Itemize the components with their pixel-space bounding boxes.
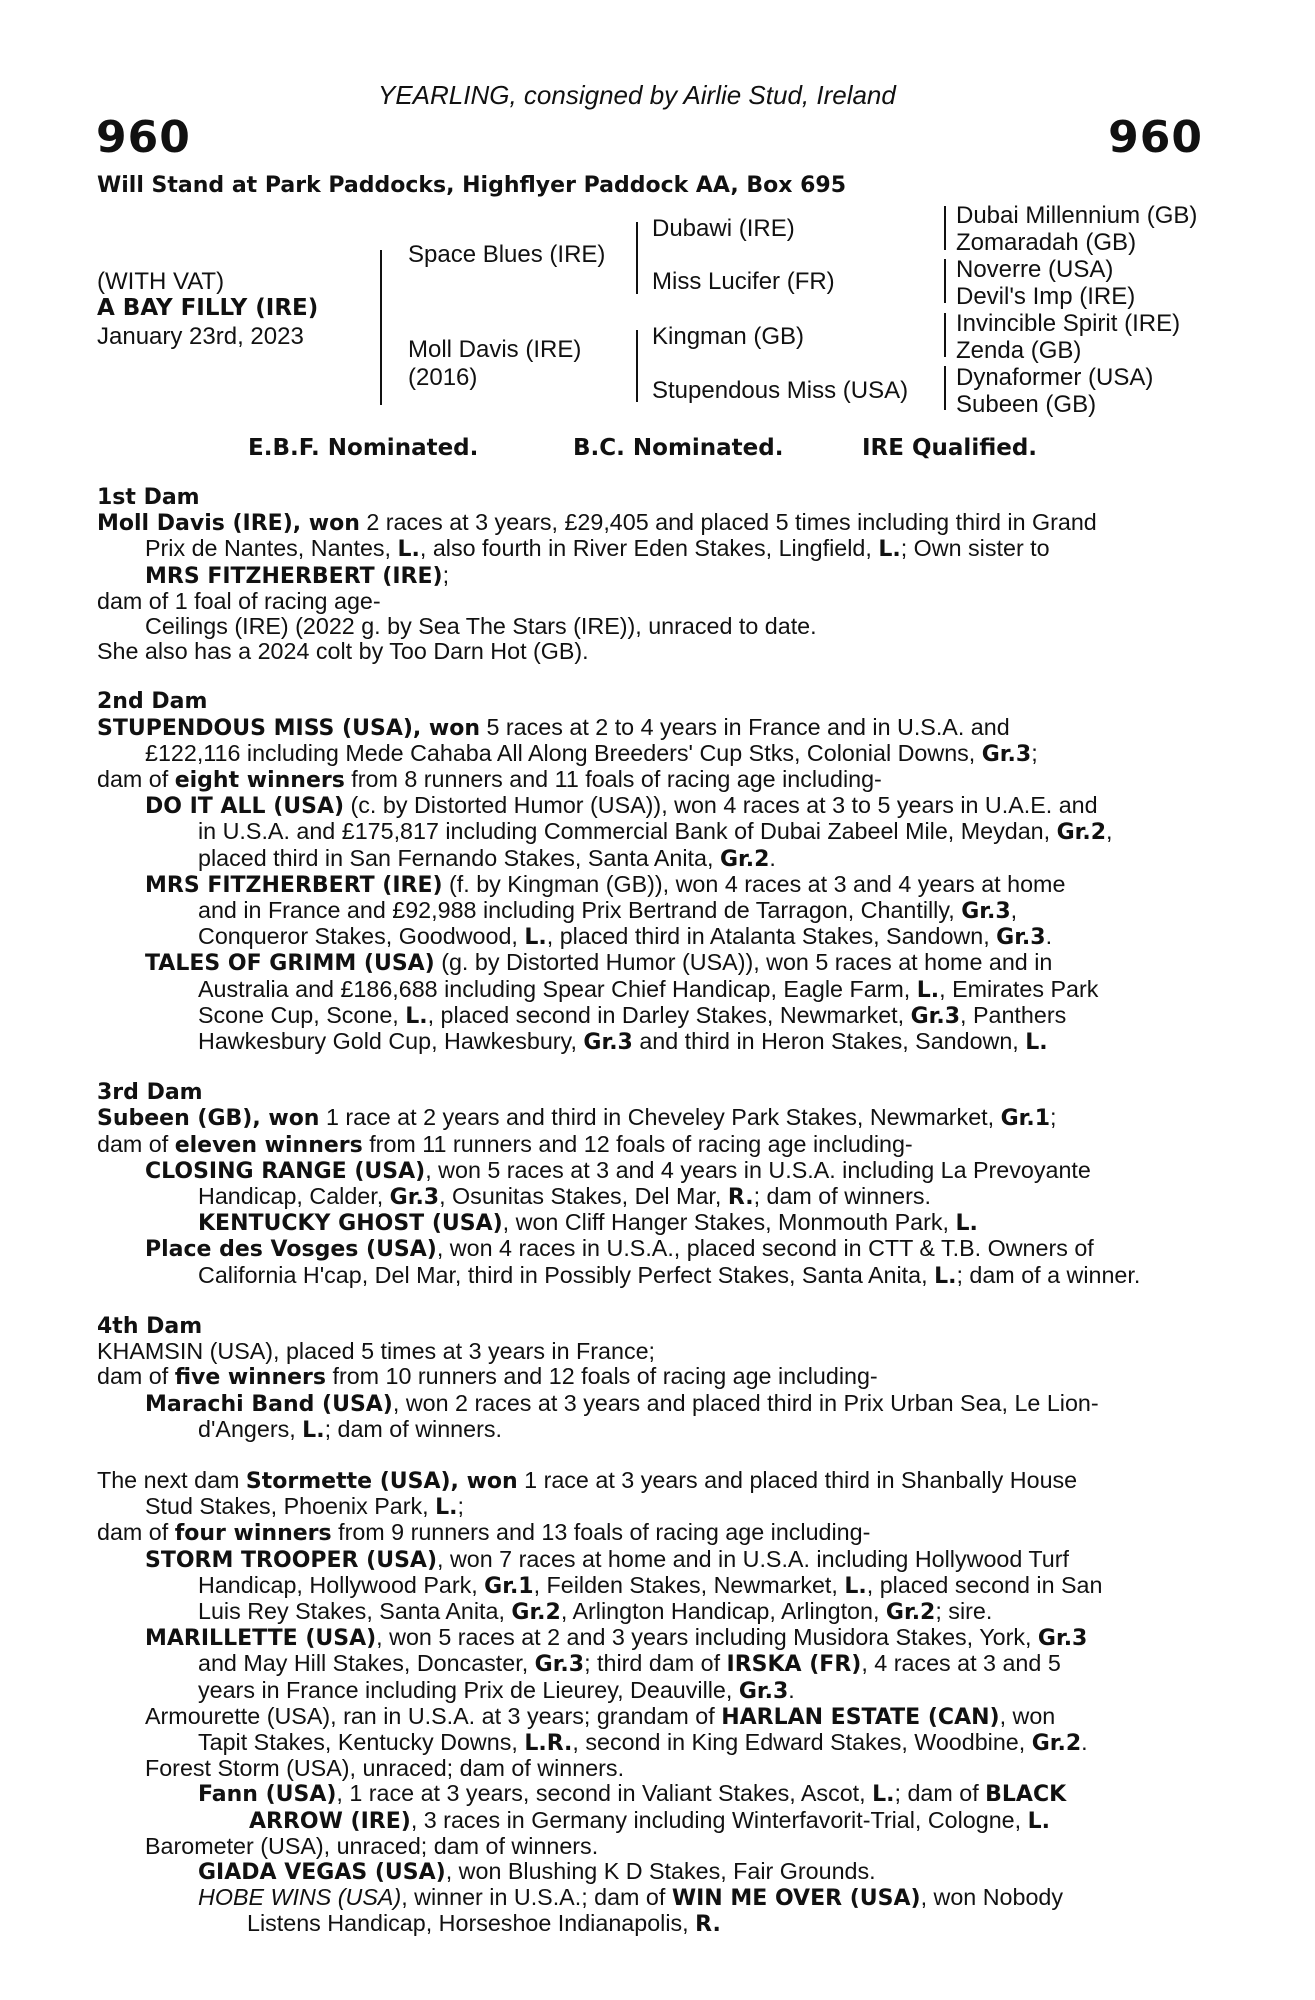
catalogue-body — [97, 485, 1207, 1938]
dam-line: Australia and £186,688 including Spear Chief Handicap, Eagle Farm, L., Emirates Park — [198, 975, 1099, 1003]
dam-line: TALES OF GRIMM (USA) (g. by Distorted Humor (USA)), won 5 races at home and in — [145, 949, 1053, 977]
dam-line: placed third in San Fernando Stakes, Santa Anita, Gr.2. — [198, 844, 776, 872]
nomination-bc: B.C. Nominated. — [573, 435, 784, 461]
horse-dob: January 23rd, 2023 — [97, 323, 304, 350]
dam-line: Forest Storm (USA), unraced; dam of winners. — [145, 1755, 625, 1782]
gen3-ancestor: Dynaformer (USA) — [956, 364, 1154, 391]
dam-line: Armourette (USA), ran in U.S.A. at 3 years; grandam of HARLAN ESTATE (CAN), won — [145, 1702, 1056, 1730]
sire-dam: Miss Lucifer (FR) — [652, 268, 835, 295]
section-heading: 3rd Dam — [97, 1080, 203, 1106]
dam-line: d'Angers, L.; dam of winners. — [198, 1415, 502, 1443]
gen3-ancestor: Dubai Millennium (GB) — [956, 202, 1198, 229]
dam-line: Ceilings (IRE) (2022 g. by Sea The Stars (IRE)), unraced to date. — [145, 613, 817, 640]
dam-line: Fann (USA), 1 race at 3 years, second in Valiant Stakes, Ascot, L.; dam of BLACK — [198, 1780, 1067, 1808]
gen3-ancestor: Noverre (USA) — [956, 256, 1114, 283]
dam-line: £122,116 including Mede Cahaba All Along Breeders' Cup Stks, Colonial Downs, Gr.3; — [145, 739, 1038, 767]
consignment-line: YEARLING, consigned by Airlie Stud, Ireland — [378, 80, 896, 110]
dam-line: dam of eleven winners from 11 runners and 12 foals of racing age including- — [97, 1130, 913, 1158]
pedigree-brace — [636, 330, 638, 402]
dam-line: Place des Vosges (USA), won 4 races in U.S.A., placed second in CTT & T.B. Owners of — [145, 1235, 1094, 1263]
dam-line: STORM TROOPER (USA), won 7 races at home and in U.S.A. including Hollywood Turf — [145, 1545, 1069, 1573]
gen3-ancestor: Invincible Spirit (IRE) — [956, 310, 1181, 337]
dam-line: and May Hill Stakes, Doncaster, Gr.3; third dam of IRSKA (FR), 4 races at 3 and 5 — [198, 1650, 1061, 1678]
dam-line: dam of eight winners from 8 runners and 11 foals of racing age including- — [97, 766, 882, 794]
pedigree-brace — [944, 366, 946, 410]
dam-line: MRS FITZHERBERT (IRE) (f. by Kingman (GB)), won 4 races at 3 and 4 years at home — [145, 870, 1066, 898]
dam-line: dam of five winners from 10 runners and 12 foals of racing age including- — [97, 1363, 878, 1391]
dam-dam: Stupendous Miss (USA) — [652, 377, 909, 404]
dam-line: dam of four winners from 9 runners and 13 foals of racing age including- — [97, 1519, 871, 1547]
dam-line: and in France and £92,988 including Prix Bertrand de Tarragon, Chantilly, Gr.3, — [198, 897, 1018, 925]
dam-line: Listens Handicap, Horseshoe Indianapolis, R. — [247, 1910, 721, 1938]
dam-line: HOBE WINS (USA), winner in U.S.A.; dam of WIN ME OVER (USA), won Nobody — [198, 1884, 1064, 1912]
dam-line: MARILLETTE (USA), won 5 races at 2 and 3 years including Musidora Stakes, York, Gr.3 — [145, 1624, 1088, 1652]
dam-year: (2016) — [408, 364, 478, 391]
section-heading: 1st Dam — [97, 485, 200, 510]
dam-line: STUPENDOUS MISS (USA), won 5 races at 2 to 4 years in France and in U.S.A. and — [97, 713, 1010, 741]
dam-line: CLOSING RANGE (USA), won 5 races at 3 and 4 years in U.S.A. including La Prevoyante — [145, 1156, 1091, 1184]
gen3-ancestor: Zenda (GB) — [956, 337, 1082, 364]
dam-line: Conqueror Stakes, Goodwood, L., placed third in Atalanta Stakes, Sandown, Gr.3. — [198, 923, 1053, 951]
dam-line: Stud Stakes, Phoenix Park, L.; — [145, 1493, 464, 1521]
dam-line: Subeen (GB), won 1 race at 2 years and third in Cheveley Park Stakes, Newmarket, Gr.1; — [97, 1104, 1057, 1132]
dam-line: MRS FITZHERBERT (IRE); — [145, 561, 450, 589]
dam-line: The next dam Stormette (USA), won 1 race at 3 years and placed third in Shanbally House — [97, 1466, 1078, 1494]
gen3-ancestor: Zomaradah (GB) — [956, 229, 1137, 256]
vat-label: (WITH VAT) — [97, 268, 225, 295]
pedigree-brace — [380, 250, 382, 405]
pedigree-brace — [636, 222, 638, 294]
horse-name: A BAY FILLY (IRE) — [97, 295, 319, 321]
dam-line: Scone Cup, Scone, L., placed second in Darley Stakes, Newmarket, Gr.3, Panthers — [198, 1001, 1067, 1029]
dam-line: years in France including Prix de Lieurey, Deauville, Gr.3. — [198, 1676, 795, 1704]
gen3-ancestor: Subeen (GB) — [956, 391, 1097, 418]
nomination-ebf: E.B.F. Nominated. — [248, 435, 479, 461]
dam-line: ARROW (IRE), 3 races in Germany including Winterfavorit-Trial, Cologne, L. — [249, 1806, 1050, 1834]
dam-line: Prix de Nantes, Nantes, L., also fourth in River Eden Stakes, Lingfield, L.; Own sister to — [145, 535, 1050, 563]
sire-name: Space Blues (IRE) — [408, 241, 606, 268]
stand-location: Will Stand at Park Paddocks, Highflyer Paddock AA, Box 695 — [97, 173, 847, 198]
section-heading: 4th Dam — [97, 1313, 203, 1339]
dam-sire: Kingman (GB) — [652, 323, 805, 350]
dam-line: KENTUCKY GHOST (USA), won Cliff Hanger Stakes, Monmouth Park, L. — [198, 1209, 978, 1237]
lot-number-right: 960 — [1108, 112, 1203, 163]
dam-line: in U.S.A. and £175,817 including Commercial Bank of Dubai Zabeel Mile, Meydan, Gr.2, — [198, 818, 1113, 846]
dam-name: Moll Davis (IRE) — [408, 336, 582, 363]
dam-line: California H'cap, Del Mar, third in Possibly Perfect Stakes, Santa Anita, L.; dam of a winner. — [198, 1261, 1141, 1289]
dam-line: Handicap, Calder, Gr.3, Osunitas Stakes, Del Mar, R.; dam of winners. — [198, 1183, 931, 1211]
dam-line: Luis Rey Stakes, Santa Anita, Gr.2, Arlington Handicap, Arlington, Gr.2; sire. — [198, 1597, 993, 1625]
dam-line: Moll Davis (IRE), won 2 races at 3 years, £29,405 and placed 5 times including third in Grand — [97, 509, 1097, 537]
gen3-ancestor: Devil's Imp (IRE) — [956, 283, 1136, 310]
dam-line: GIADA VEGAS (USA), won Blushing K D Stakes, Fair Grounds. — [198, 1857, 876, 1885]
dam-line: dam of 1 foal of racing age- — [97, 587, 381, 614]
pedigree-brace — [944, 206, 946, 250]
dam-line: Hawkesbury Gold Cup, Hawkesbury, Gr.3 and third in Heron Stakes, Sandown, L. — [198, 1028, 1048, 1056]
dam-line: Marachi Band (USA), won 2 races at 3 years and placed third in Prix Urban Sea, Le Lion- — [145, 1389, 1099, 1417]
section-heading: 2nd Dam — [97, 689, 208, 715]
dam-line: Handicap, Hollywood Park, Gr.1, Feilden Stakes, Newmarket, L., placed second in San — [198, 1571, 1103, 1599]
pedigree-brace — [944, 313, 946, 357]
dam-line: She also has a 2024 colt by Too Darn Hot (GB). — [97, 638, 589, 665]
dam-line: Tapit Stakes, Kentucky Downs, L.R., second in King Edward Stakes, Woodbine, Gr.2. — [198, 1728, 1088, 1756]
lot-number-left: 960 — [96, 112, 191, 163]
pedigree-brace — [944, 259, 946, 303]
dam-line: Barometer (USA), unraced; dam of winners. — [145, 1832, 599, 1859]
dam-line: KHAMSIN (USA), placed 5 times at 3 years in France; — [97, 1338, 656, 1365]
dam-line: DO IT ALL (USA) (c. by Distorted Humor (USA)), won 4 races at 3 to 5 years in U.A.E. and — [145, 792, 1098, 820]
sire-sire: Dubawi (IRE) — [652, 215, 795, 242]
nomination-ire: IRE Qualified. — [862, 435, 1038, 461]
